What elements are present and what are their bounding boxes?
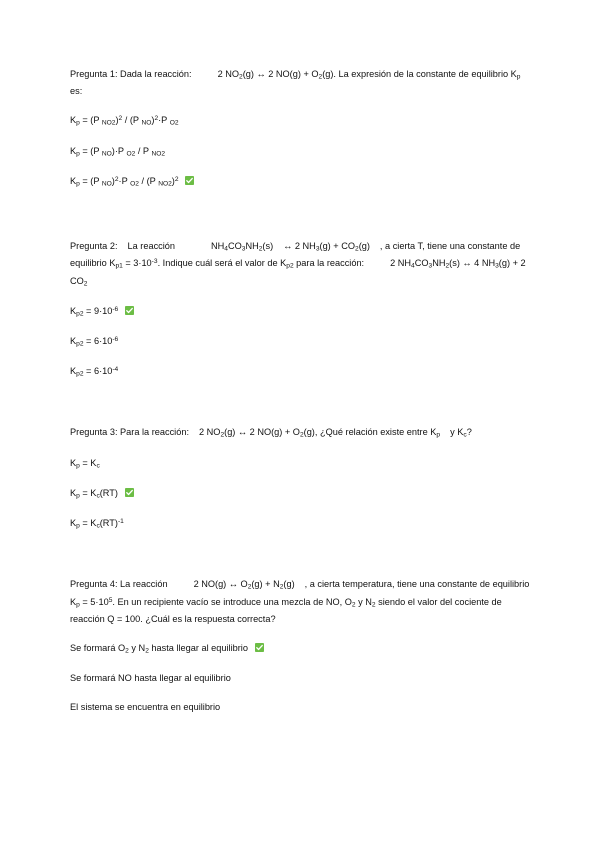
answer-text: $K_p = K_c(RT)$ bbox=[70, 487, 118, 500]
answer-text: $K_{p2} = 9\cdot 10^{-6}$ bbox=[70, 305, 119, 318]
answer-text: $K_p = (P$ $_{NO}$)$^2$·P $_{O2}$ / (P $_{NO2}$)$^2$ bbox=[70, 175, 179, 188]
question-4-stem: Pregunta 4: La reacción 2 NO(g) ↔ $O_2(g) + N_2(g)$ , a cierta temperatura, tiene una constante de equilibrio $K_p = 5\cdot 10^5$. En un recipiente vacío se introduce una mezcla de NO, $O_2$ y $N_2$ siendo el valor del cociente de reacción Q = 100. ¿Cuál es la respuesta correcta? bbox=[70, 579, 530, 624]
correct-answer-check-icon bbox=[185, 176, 194, 185]
question-2-answer-3[interactable] bbox=[70, 364, 530, 380]
question-3-answer-1[interactable] bbox=[70, 456, 530, 472]
question-4-answer-3[interactable] bbox=[70, 700, 530, 715]
answer-text: Se formará $O_2$ y $N_2$ hasta llegar al equilibrio bbox=[70, 642, 248, 655]
section-spacer bbox=[70, 220, 530, 238]
question-1-stem: Pregunta 1: Dada la reacción: 2 $NO_2(g)$ ↔ 2 $NO(g) + O_2(g)$. La expresión de la constante de equilibrio $K_p$ es: bbox=[70, 69, 521, 97]
question-1-answer-3[interactable] bbox=[70, 174, 530, 190]
correct-answer-check-icon bbox=[125, 306, 134, 315]
questions-container bbox=[70, 66, 530, 741]
correct-answer-check-icon bbox=[255, 643, 264, 652]
question-1-answer-2[interactable] bbox=[70, 144, 530, 160]
answer-text: $K_{p2} = 6\cdot 10^{-4}$ bbox=[70, 366, 119, 378]
question-3-answer-2[interactable] bbox=[70, 486, 530, 502]
question-1-answer-1[interactable] bbox=[70, 113, 530, 129]
question-4-answer-1[interactable] bbox=[70, 641, 530, 657]
question-block-3 bbox=[70, 424, 530, 532]
correct-answer-check-icon bbox=[125, 488, 134, 497]
question-block-2 bbox=[70, 238, 530, 380]
question-2-answer-1[interactable] bbox=[70, 304, 530, 320]
answer-text: $K_{p2} = 6\cdot 10^{-6}$ bbox=[70, 335, 119, 348]
question-4-answer-2[interactable] bbox=[70, 671, 530, 686]
answer-text: Se formará NO hasta llegar al equilibrio bbox=[70, 673, 231, 684]
question-3-answer-3[interactable] bbox=[70, 516, 530, 532]
answer-text: El sistema se encuentra en equilibrio bbox=[70, 701, 221, 712]
answer-text: $K_p = K_c$ bbox=[70, 457, 100, 470]
question-3-stem: Pregunta 3: Para la reacción: 2 $NO_2(g)$ ↔ 2 $NO(g) + O_2(g)$, ¿Qué relación existe entre $K_p$ y $K_c$? bbox=[70, 427, 472, 440]
question-2-stem: Pregunta 2: La reacción $NH_4CO_3NH_2(s)$ ↔ 2 $NH_3(g) + CO_2(g)$ , a cierta T, tiene una constante de equilibrio $K_{p1} = 3\cdot 10^{-3}$. Indique cuál será el valor de $K_{p2}$ para la reacción: 2 $NH_4CO_3NH_2(s)$ ↔ 4 $NH_3(g) + 2$ $CO_2$ bbox=[70, 241, 526, 288]
section-spacer bbox=[70, 558, 530, 576]
answer-text: $K_p = K_c(RT)^{-1}$ bbox=[70, 518, 124, 530]
question-block-4 bbox=[70, 576, 530, 714]
answer-text: $K_p = (P$ $_{NO}$)·P $_{O2}$ / P $_{NO2}$ bbox=[70, 145, 166, 158]
answer-text: $K_p = (P$ $_{NO2}$)$^2$ / (P $_{NO}$)$^2$·P $_{O2}$ bbox=[70, 115, 179, 127]
section-spacer bbox=[70, 406, 530, 424]
question-block-1 bbox=[70, 66, 530, 190]
question-2-answer-2[interactable] bbox=[70, 334, 530, 350]
